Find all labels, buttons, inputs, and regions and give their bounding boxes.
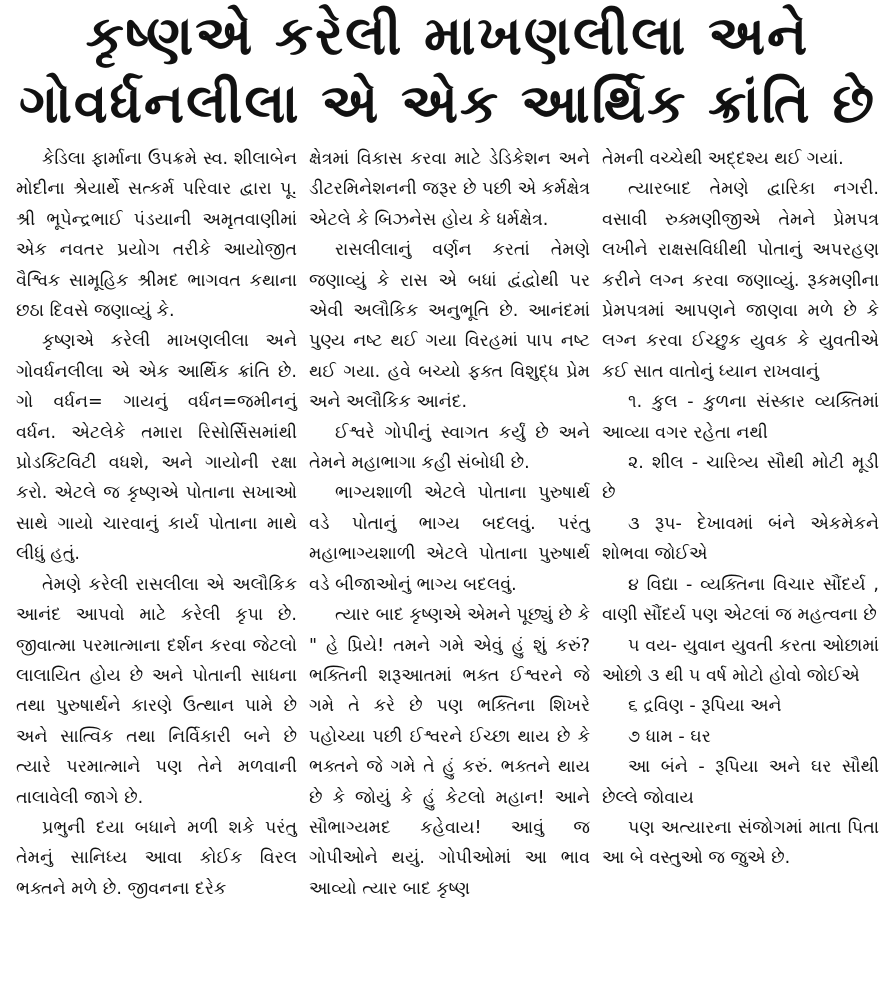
list-item: ૪ વિદ્યા - વ્યક્તિના વિચાર સૌંદર્ય , વાણી સૌંદર્ય પણ એટલાં જ મહત્વના છે <box>602 574 879 626</box>
paragraph: કેડિલા ફાર્માના ઉપક્રમે સ્વ. શીલાબેન મોદીના શ્રેયાર્થે સત્કર્મ પરિવાર દ્વારા પૂ. શ્રી ભૂપેન્દ્રભાઈ પંડયાની અમૃતવાણીમાં એક નવતર પ્રયોગ તરીકે આયોજીત વૈશ્વિક સામૂહિક શ્રીમદ ભાગવત કથાના છઠા દિવસે જણાવ્યું કે. <box>16 149 297 322</box>
paragraph: ત્યારબાદ તેમણે દ્વારિકા નગરી. વસાવી રુક્મણીજીએ તેમને પ્રેમપત્ર લખીને રાક્ષસવિધીથી પોતાનું અપરહણ કરીને લગ્ન કરવા જણાવ્યું. રૂકમણીના પ્રેમપત્રમાં આપણને જાણવા મળે છે કે લગ્ન કરવા ઈચ્છુક યુવક કે યુવતીએ કઈ સાત વાતોનું ધ્યાન રાખવાનું <box>602 179 879 382</box>
headline-line-2: ગોવર્ધનલીલા એ એક આર્થિક ક્રાંતિ છે <box>18 72 877 135</box>
list-item: ૫ વય- યુવાન યુવતી કરતા ઓછામાં ઓછો ૩ થી ૫ વર્ષ મોટો હોવો જોઈએ <box>602 635 879 686</box>
article-body <box>10 144 885 1004</box>
paragraph: પ્રભુની દયા બધાને મળી શકે પરંતુ તેમનું સાનિધ્ય આવા કોઈક વિરલ ભક્તને મળે છે. જીવનના દરેક <box>16 817 297 899</box>
list-item: ૭ ધામ - ઘર <box>628 726 711 747</box>
paragraph: કૃષ્ણએ કરેલી માખણલીલા અને ગોવર્ધનલીલા એ એક આર્થિક ક્રાંતિ છે. ગો વર્ધન= ગાયનું વર્ધન=જમીનનું વર્ધન. એટલેકે તમારા રિસોર્સિસમાંથી પ્રોડક્ટિવિટી વધશે, અને ગાયોની રક્ષા કરો. એટલે જ કૃષ્ણએ પોતાના સખાઓ સાથે ગાયો ચારવાનું કાર્ય પોતાના માથે લીધું હતું. <box>16 331 297 565</box>
list-item: ૬ દ્રવિણ - રૂપિયા અને <box>628 696 782 717</box>
paragraph: તેમની વચ્ચેથી અદ્દશ્ય થઈ ગયાં. <box>602 149 844 169</box>
paragraph: ઈશ્વરે ગોપીનું સ્વાગત કર્યું છે અને તેમને મહાભાગા કહી સંબોધી છે. <box>309 422 590 474</box>
list-item: ૩ રૂપ- દેખાવમાં બંને એકમેકને શોભવા જોઈએ <box>602 513 879 565</box>
paragraph: ત્યાર બાદ કૃષ્ણએ એમને પૂછ્યું છે કે " હે પ્રિયે! તમને ગમે એવું હું શું કરું? ભક્તિની શરૂઆતમાં ભક્ત ઈશ્વરને જે ગમે તે કરે છે પણ ભક્તિના શિખરે પહોચ્યા પછી ઈશ્વરને ઈચ્છા થાય છે કે ભક્તને જે ગમે તે હું કરું. ભક્તને થાય છે કે જોયું કે હું કેટલો મહાન! આને સૌભાગ્યમદ કહેવાય! આવું જ ગોપીઓને થયું. ગોપીઓમાં આ ભાવ આવ્યો ત્યાર બાદ કૃષ્ણ <box>309 605 590 899</box>
paragraph: તેમણે કરેલી રાસલીલા એ અલૌકિક આનંદ આપવો માટે કરેલી કૃપા છે. જીવાત્મા પરમાત્માના દર્શન કરવા જેટલો લાલાયિત હોય છે અને પોતાની સાધના તથા પુરુષાર્થને કારણે ઉત્થાન પામે છે અને સાત્વિક તથા નિર્વિકારી બને છે ત્યારે પરમાત્માને પણ તેને મળવાની તાલાવેલી જાગે છે. <box>16 574 297 808</box>
paragraph: રાસલીલાનું વર્ણન કરતાં તેમણે જણાવ્યું કે રાસ એ બધાં દ્વંદ્વોથી પર એવી અલૌકિક અનુભૂતિ છે. આનંદમાં પુણ્ય નષ્ટ થઈ ગયા વિરહમાં પાપ નષ્ટ થઈ ગયા. હવે બચ્યો ફક્ત વિશુદ્ધ પ્રેમ અને અલૌકિક આનંદ. <box>309 240 590 413</box>
column-3 <box>596 144 885 1004</box>
column-2 <box>303 144 596 1004</box>
paragraph: ક્ષેત્રમાં વિકાસ કરવા માટે ડેડિકેશન અને ડીટરમિનેશનની જરૂર છે પછી એ કર્મક્ષેત્ર એટલે કે બિઝનેસ હોય કે ધર્મક્ષેત્ર. <box>309 149 590 230</box>
article-headline <box>8 2 887 138</box>
paragraph: પણ અત્યારના સંજોગમાં માતા પિતા આ બે વસ્તુઓ જ જુએ છે. <box>602 817 879 869</box>
paragraph: આ બંને - રૂપિયા અને ઘર સૌથી છેલ્લે જોવાય <box>602 757 879 808</box>
headline-line-1: કૃષ્ણએ કરેલી માખણલીલા અને <box>85 4 810 67</box>
column-1 <box>10 144 303 1004</box>
paragraph: ભાગ્યશાળી એટલે પોતાના પુરુષાર્થ વડે પોતાનું ભાગ્ય બદલવું. પરંતુ મહાભાગ્યશાળી એટલે પોતાના પુરુષાર્થ વડે બીજાઓનું ભાગ્ય બદલવું. <box>309 483 590 595</box>
list-item: ૨. શીલ - ચારિત્ર્ય સૌથી મોટી મૂડી છે <box>602 453 879 504</box>
list-item: ૧. કુલ - કુળના સંસ્કાર વ્યક્તિમાં આવ્યા વગર રહેતા નથી <box>602 392 879 443</box>
